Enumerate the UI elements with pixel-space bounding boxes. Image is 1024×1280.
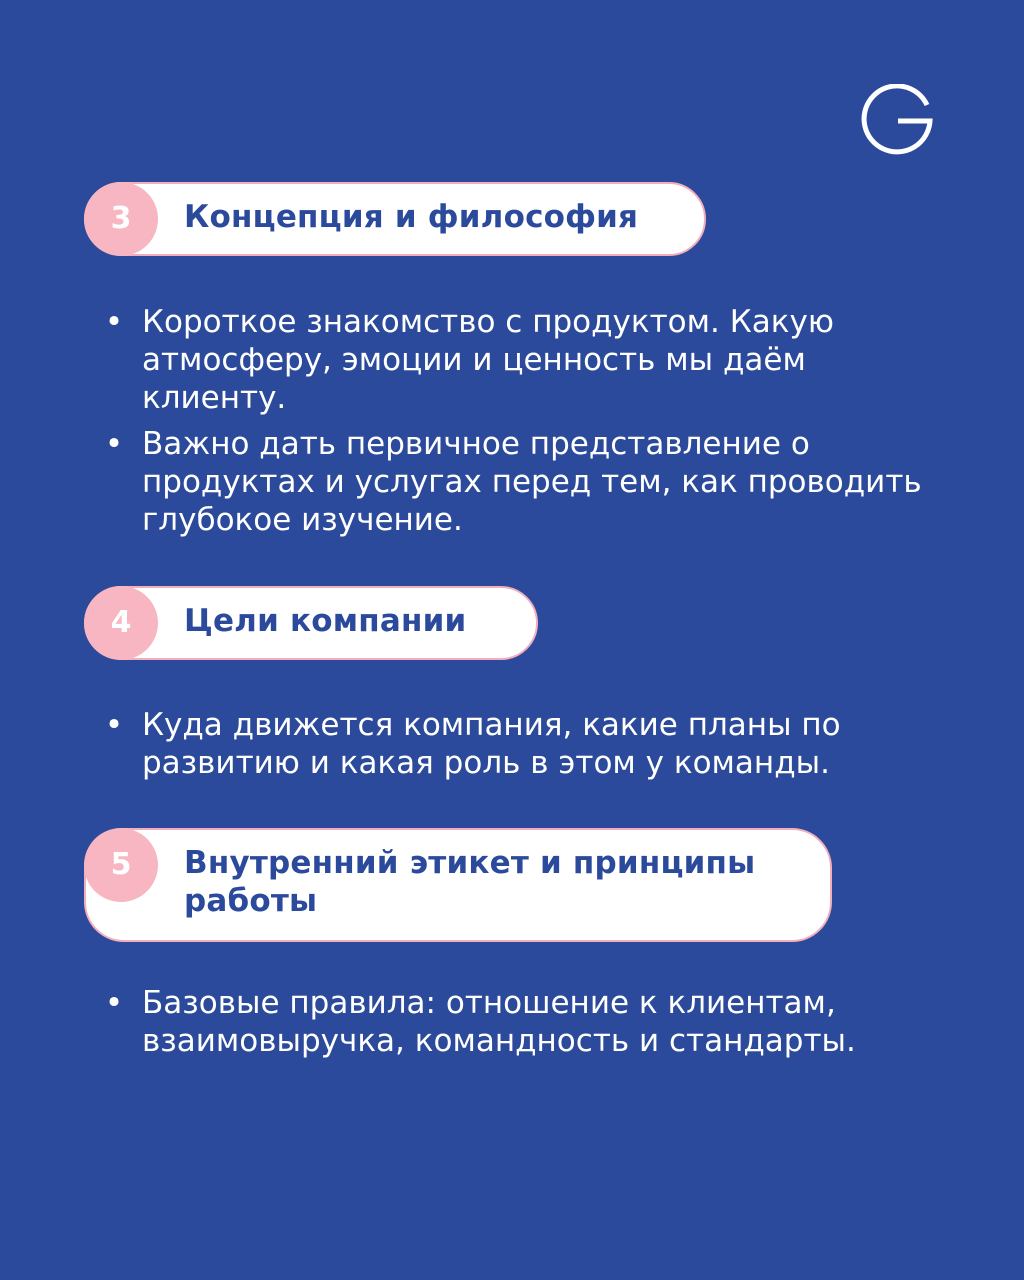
section-4-bullet-list (104, 706, 954, 790)
bullet-text: Куда движется компания, какие планы по развитию и какая роль в этом у команды. (142, 707, 841, 781)
section-5-number-badge: 5 (84, 828, 158, 902)
bullet-dot: • (104, 707, 124, 743)
bullet-dot: • (104, 304, 124, 340)
bullet-item (104, 706, 954, 782)
bullet-item (104, 984, 954, 1060)
section-3-bullet-list (104, 303, 954, 547)
section-4-header (84, 586, 538, 660)
section-3-title: Концепция и философия (184, 199, 639, 235)
bullet-dot: • (104, 985, 124, 1021)
section-5-header (84, 828, 832, 942)
bullet-text: Короткое знакомство с продуктом. Какую атмосферу, эмоции и ценность мы даём клиенту. (142, 304, 834, 416)
section-3-header (84, 182, 706, 256)
bullet-text: Базовые правила: отношение к клиентам, взаимовыручка, командность и стандарты. (142, 985, 856, 1059)
section-4-number-badge: 4 (84, 586, 158, 660)
bullet-item (104, 425, 954, 539)
bullet-text: Важно дать первичное представление о продуктах и услугах перед тем, как проводить глубокое изучение. (142, 426, 922, 538)
section-5-title: Внутренний этикет и принципы работы (184, 845, 756, 919)
section-3-number-badge: 3 (84, 182, 158, 256)
g-letter-logo-icon (858, 84, 936, 158)
bullet-item (104, 303, 954, 417)
section-5-bullet-list (104, 984, 954, 1068)
bullet-dot: • (104, 426, 124, 462)
section-4-title: Цели компании (184, 603, 467, 639)
